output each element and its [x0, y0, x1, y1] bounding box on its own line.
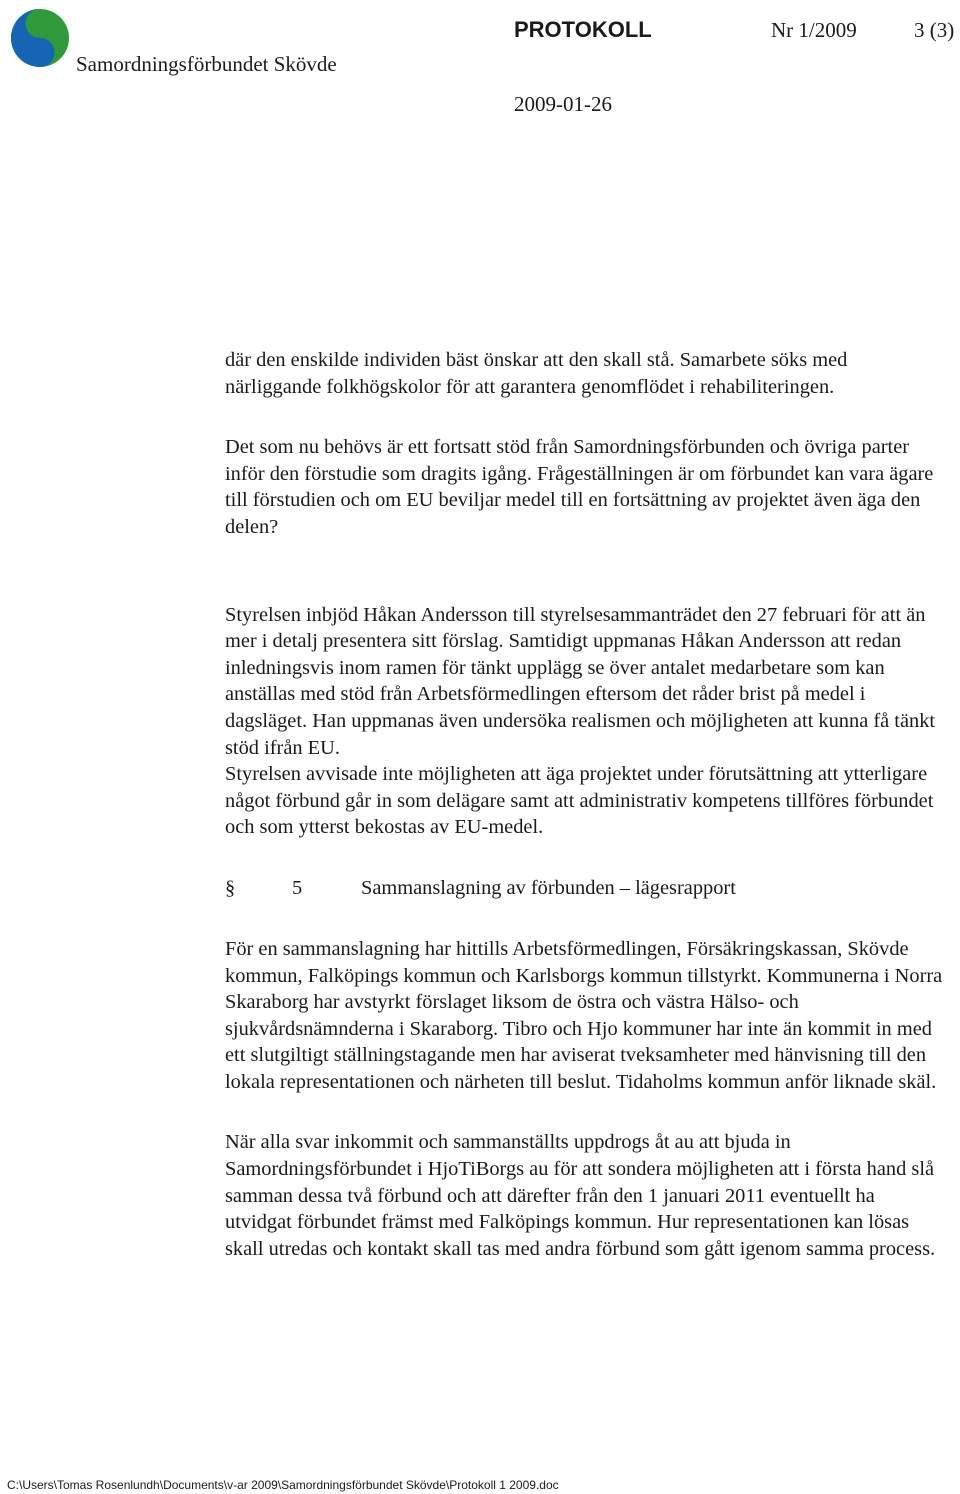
organization-name: Samordningsförbundet Skövde	[76, 52, 337, 76]
document-date: 2009-01-26	[514, 92, 612, 116]
section-number: 5	[292, 876, 303, 899]
footer-file-path: C:\Users\Tomas Rosenlundh\Documents\v-ar 2009\Samordningsförbundet Skövde\Protokoll 1 2009.doc	[7, 1478, 559, 1492]
section-paragraph: För en sammanslagning har hittills Arbetsförmedlingen, Försäkringskassan, Skövde kommun, Falköpings kommun och Karlsborgs kommun tillstyrkt. Kommunerna i Norra Skaraborg har avstyrkt förslaget liksom de östra och västra Hälso- och sjukvårdsnämnderna i Skaraborg. Tibro och Hjo kommuner har inte än kommit in med ett slutgiltigt ställningstagande men har aviserat tveksamheter med hänvisning till den lokala representationen och närheten till beslut. Tidaholms kommun anför liknade skäl.	[225, 937, 943, 1093]
document-type: PROTOKOLL	[514, 17, 652, 42]
body-paragraph: där den enskilde individen bäst önskar att den skall stå. Samarbete söks med närliggande folkhögskolor för att garantera genomflödet i rehabiliteringen.	[225, 349, 848, 398]
organization-logo	[10, 8, 70, 68]
page-number: 3 (3)	[914, 18, 955, 42]
section-symbol: §	[225, 876, 236, 899]
body-paragraph: Styrelsen inbjöd Håkan Andersson till styrelsesammanträdet den 27 februari för att än mer i detalj presentera sitt förslag. Samtidigt uppmanas Håkan Andersson att redan inledningsvis inom ramen för tänkt upplägg se över antalet medarbetare som kan anställas med stöd från Arbetsförmedlingen eftersom det råder brist på medel i dagsläget. Han uppmanas även undersöka realismen och möjligheten att kunna få tänkt stöd ifrån EU.	[225, 603, 936, 759]
section-paragraph: När alla svar inkommit och sammanställts uppdrogs åt au att bjuda in Samordningsförbundet i HjoTiBorgs au för att sondera möjligheten att i första hand slå samman dessa två förbund och att därefter från den 1 januari 2011 eventuellt ha utvidgat förbundet främst med Falköpings kommun. Hur representationen kan lösas skall utredas och kontakt skall tas med andra förbund som gått igenom samma process.	[225, 1131, 936, 1260]
body-paragraph: Det som nu behövs är ett fortsatt stöd från Samordningsförbunden och övriga parter inför den förstudie som dragits igång. Frågeställningen är om förbundet kan vara ägare till förstudien och om EU beviljar medel till en fortsättning av projektet även äga den delen?	[225, 436, 934, 538]
section-title: Sammanslagning av förbunden – lägesrapport	[361, 876, 736, 899]
document-body	[225, 347, 945, 1262]
body-paragraph: Styrelsen avvisade inte möjligheten att äga projektet under förutsättning att ytterligare något förbund går in som delägare samt att administrativ kompetens tillföres förbundet och som ytterst bekostas av EU-medel.	[225, 763, 934, 839]
section-heading	[225, 875, 945, 902]
document-number: Nr 1/2009	[771, 18, 857, 42]
